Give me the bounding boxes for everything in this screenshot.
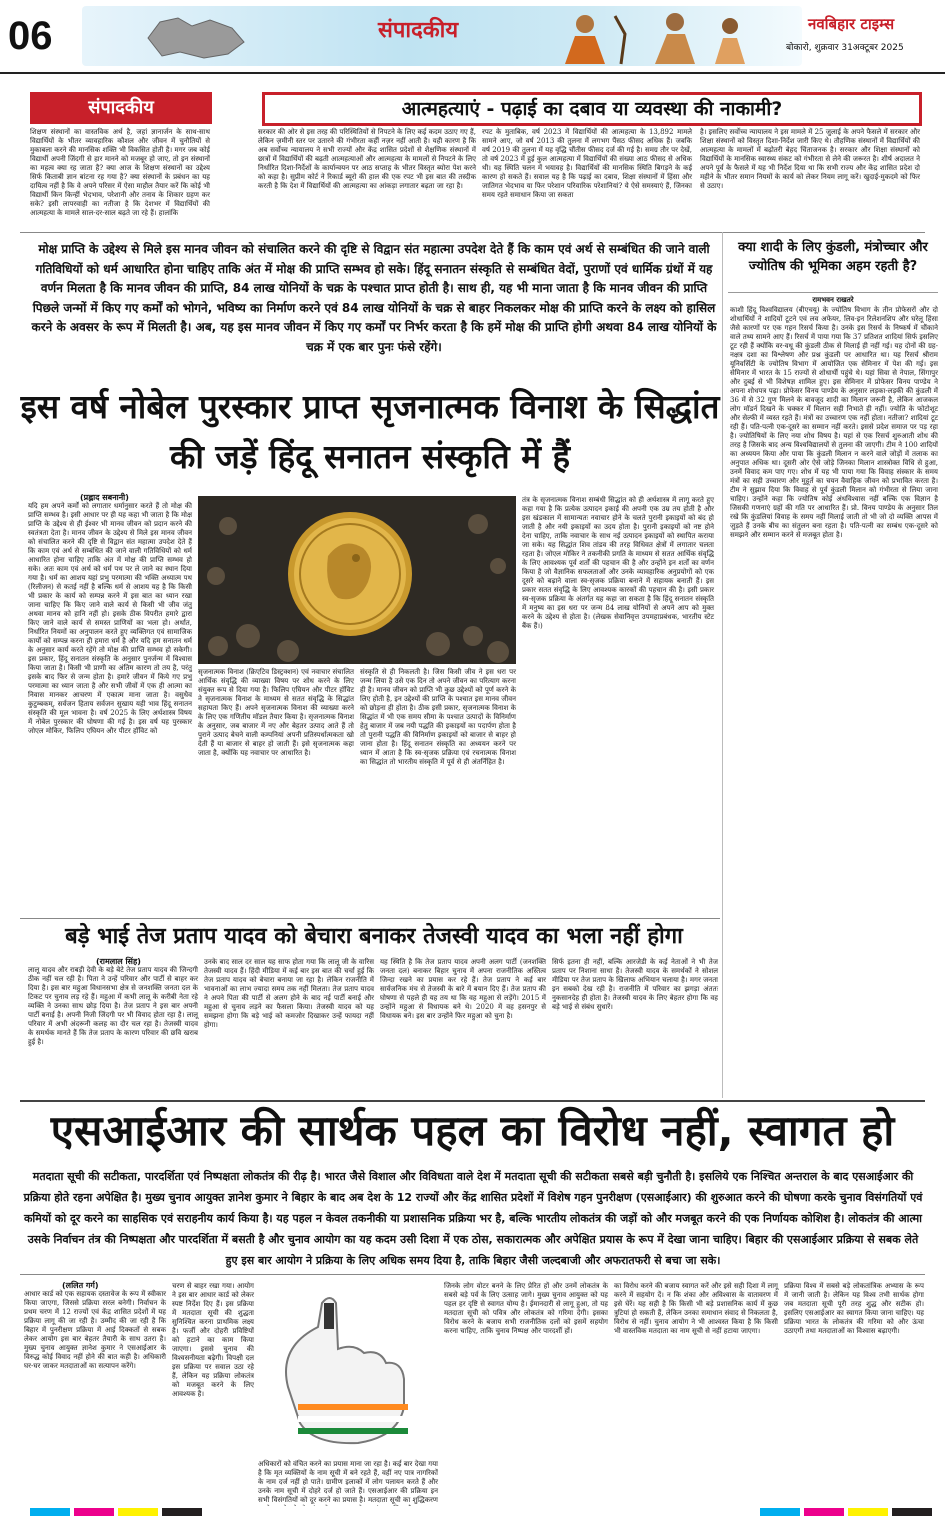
yadav-article-column-4: सिर्फ इतना ही नहीं, बल्कि आरजेडी के कई नेताओं ने भी तेज प्रताप पर निशाना साधा है। तेजस्वी यादव के समर्थकों ने सोशल मीडिया पर तेज प्रताप के खिलाफ अभियान चलाया है। मगर जनता इन सबको देख रही है। राजनीति में परिवार का झगड़ा अंततः नुकसानदेह ही होता है। तेजस्वी यादव के लिए बेहतर होगा कि वह बड़े भाई से संबंध सुधारें। [552, 958, 718, 1011]
yadav-article-column-3: यह स्थिति है कि तेज प्रताप यादव अपनी अलग पार्टी (जनशक्ति जनता दल) बनाकर बिहार चुनाव में अपना राजनीतिक अस्तित्व जिन्दा रखने का प्रयास कर रहे हैं। तेज प्रताप ने कई बार सार्वजनिक मंच से तेजस्वी के बारे में बयान दिए हैं। तेज प्रताप की घोषणा से पहले ही यह तय था कि वह महुआ से लड़ेंगे। 2015 में उन्होंने महुआ से विधायक बने थे। 2020 में वह हसनपुर से विधायक बने। इस बार उन्होंने फिर महुआ को चुना है। [380, 958, 546, 1020]
editorial-tag: संपादकीय [30, 92, 212, 124]
inked-finger-icon [258, 1287, 438, 1457]
nobel-article-column-2: सृजनात्मक विनाश (क्रिएटिव डिस्ट्रक्शन) एवं नवाचार संचालित आर्थिक संवृद्धि की व्याख्या विषय पर शोध करने के लिए संयुक्त रूप से दिया गया है। फिलिप एघियन और पीटर हॉविट ने सृजनात्मक विनाश के माध्यम से सतत संवृद्धि के सिद्धांत सहायता किए हैं। अपने सृजनात्मक विनाश की व्याख्या करने के लिए एक गणितीय मॉडल तैयार किया है। सृजनात्मक विनाश के अनुसार, जब बाजार में नए और बेहतर उत्पाद आते हैं तो पुराने उत्पाद बेचने वाली कम्पनियां अपनी प्रतिस्पर्धात्मकता खो देती हैं या बाजार से बाहर हो जाती हैं। इसे सृजनात्मक कहा जाता है, क्योंकि यह नवाचार पर आधारित है। [198, 668, 354, 757]
editorial-headline: आत्महत्याएं - पढ़ाई का दबाव या व्यवस्था की नाकामी? [262, 92, 922, 126]
section-divider [20, 1100, 925, 1102]
editorial-column-2: सरकार की ओर से इस तरह की परिस्थितियों से निपटने के लिए कई कदम उठाए गए हैं, लेकिन ज़मीनी स्तर पर उतारने की गंभीरता कहीं नज़र नहीं आती है। यही कारण है कि अब सर्वोच्च न्यायालय ने सभी राज्यों और केंद्र शासित प्रदेशों से शैक्षणिक संस्थानों में छात्रों में विद्यार्थियों की बढ़ती आत्महत्याओं और आत्महत्या के मामलों से निपटने के लिए निर्धारित दिशा-निर्देशों के कार्यान्वयन पर आठ सप्ताह के भीतर विस्तृत ब्योरा पेश करने को कहा है। सुप्रीम कोर्ट ने रिकार्ड ब्यूरो की हाल की एक रपट भी इस बात की तस्दीक करती है कि देश में विद्यार्थियों की आत्महत्या का आंकड़ा लगातार बढ़ता जा रहा है। [258, 128, 476, 190]
sir-editorial-standfirst: मतदाता सूची की सटीकता, पारदर्शिता एवं निष्पक्षता लोकतंत्र की रीढ़ है। भारत जैसे विशाल और विविधता वाले देश में मतदाता सूची की सटीकता सबसे बड़ी चुनौती है। इसलिये एक निश्चित अन्तराल के बाद एसआईआर की प्रक्रिया होते रहना अपेक्षित है। मुख्य चुनाव आयुक्त ज्ञानेश कुमार ने बिहार के बाद अब देश के 12 राज्यों और केंद्र शासित प्रदेशों में विशेष गहन पुनरीक्षण (एसआईआर) की शुरुआत करने की घोषणा करके चुनाव विसंगतियों एवं कमियों को दूर करने का साहसिक एवं सराहनीय कार्य किया है। यह पहल न केवल तकनीकी या प्रशासनिक प्रक्रिया भर है, बल्कि भारतीय लोकतंत्र की जड़ों को और मजबूत करने की एक निर्णायक कोशिश है। लोकतंत्र की आत्मा उसके निर्वाचन तंत्र की निष्पक्षता और पारदर्शिता में बसती है और चुनाव आयोग का यह कदम उसी दिशा में एक ठोस, सकारात्मक और अपेक्षित प्रयास के रूप में देखा जाना चाहिए। बिहार की एसआईआर प्रक्रिया से सबक लेते हुए इस बार आयोग ने प्रक्रिया के लिए अधिक समय दिया है, ताकि बिहार जैसी जल्दबाजी और अफरातफरी से बचा जा सके। [23, 1170, 923, 1267]
sir-editorial-column-5: का विरोध करने की बजाय स्वागत करें और इसे सही दिशा में लागू करने में सहयोग दें। न कि शंका और अविश्वास के वातावरण में इसे घेरें। यह सही है कि किसी भी बड़े प्रशासनिक कार्य में कुछ त्रुटियां हो सकती हैं, लेकिन उनका समाधान संवाद से निकलता है, विरोध से नहीं। चुनाव आयोग ने भी आश्वस्त किया है कि किसी भी वास्तविक मतदाता का नाम सूची से नहीं हटाया जाएगा। [614, 1282, 778, 1335]
nobel-article-headline: इस वर्ष नोबेल पुरस्कार प्राप्त सृजनात्मक विनाश के सिद्धांत की जड़ें हिंदू सनातन संस्कृति में हैं [20, 387, 720, 476]
sidebar-divider [728, 292, 938, 293]
yadav-article-byline: (रामलाल सिंह) [96, 957, 141, 966]
sir-editorial-column-4: जिनके लोग वोटर बनने के लिए प्रेरित हों और उनमें लोकतंत्र के सबसे बड़े पर्व के लिए उत्साह जागे। मुख्य चुनाव आयुक्त को यह पहल हर दृष्टि से स्वागत योग्य है। ईमानदारी से लागू हुआ, तो यह मतदाता सूची को पवित्र और लोकतंत्र को गरिमा देगी। इसका विरोध करने के बजाय सभी राजनीतिक दलों को इसमें सहयोग करना चाहिए, ताकि चुनाव निष्पक्ष और पारदर्शी हों। [444, 1282, 608, 1335]
sir-editorial-column-6: प्रक्रिया विश्व में सबसे बड़े लोकतांत्रिक अभ्यास के रूप में जानी जाती है। लेकिन यह विश्व तभी सार्थक होगा जब मतदाता सूची पूरी तरह शुद्ध और सटीक हो। इसलिए एसआईआर का स्वागत किया जाना चाहिए। यह प्रक्रिया भारत के लोकतंत्र की गरिमा को और ऊंचा उठाएगी तथा मतदाताओं का विश्वास बढ़ाएगी। [784, 1282, 924, 1335]
pull-quote: मोक्ष प्राप्ति के उद्देश्य से मिले इस मानव जीवन को संचालित करने की दृष्टि से विद्वान संत महात्मा उपदेश देते हैं कि काम एवं अर्थ से सम्बंधित की जाने वाली गतिविधियों को धर्म आधारित होना चाहिए ताकि अंत में मोक्ष की प्राप्ति सम्भव हो सके। हिंदू सनातन संस्कृति से सम्बंधित वेदों, पुराणों एवं धार्मिक ग्रंथों में यह वर्णन मिलता है कि मानव जीवन की प्राप्ति, 84 लाख योनियों के चक्र के पश्चात प्राप्त होती है। साथ ही, यह भी माना जाता है कि मानव जीवन की प्राप्ति पिछले जन्मों में किए गए कर्मों को भोगने, भविष्य का निर्माण करने एवं 84 लाख योनियों के चक्र से बाहर निकलकर मोक्ष की प्राप्ति करने के लक्ष्य को हासिल करने के अवसर के रूप में मिलती है। अब, यह इस मानव जीवन में किए गए कर्मों पर निर्भर करता है कि हमें मोक्ष की प्राप्ति होगी अथवा 84 लाख योनियों के चक्र में एक बार पुनः फंसे रहेंगे। [31, 242, 717, 354]
nobel-article-column-1: यदि हम अपने कर्मों को लगातार धर्मानुसार करते हैं तो मोक्ष की प्राप्ति सम्भव है। इसी आधार पर ही यह कहा भी जाता है कि मोक्ष प्राप्ति के उद्देश्य से ही ईश्वर भी मानव जीवन को प्रदान करने की स्वतंत्रता देता है। मानव जीवन के उद्देश्य से मिले इस मानव जीवन को संचालित करने की दृष्टि से विद्वान संत महात्मा उपदेश देते हैं कि काम एवं अर्थ से सम्बंधित की जाने वाली गतिविधियों को धर्म आधारित होना चाहिए ताकि अंत में मोक्ष की प्राप्ति सम्भव हो सके। अतः काम एवं अर्थ को धर्म पथ पर ले जाने का स्थान दिया गया है। धर्म का आशय यहां प्रभु परमात्मा की भक्ति अध्यात्म पथ (रिलीजन) से कतई नहीं है बल्कि धर्म से आशय यह है कि किसी भी प्रकार के कार्य को सम्पन्न करने में इस बात का ध्यान रखा जाना चाहिए कि किए जाने वाले कार्य से किसी भी जीव जंतु अथवा मानव को हानि नहीं हो। इसके ठीक विपरीत हमारे द्वारा किए जाने वाले कार्य से समस्त प्राणियों का भला हो। अर्थात, निर्धारित नियमों का अनुपालन करते हुए व्यक्तिगत एवं सामाजिक कार्यों को सम्पन्न करना ही हमारा धर्म है और यदि हम सनातन धर्म के अनुसार कार्य करते रहेंगे तो मोक्ष की प्राप्ति सम्भव हो सकेगी। इस प्रकार, हिंदू सनातन संस्कृति के अनुसार पुनर्जन्म में विश्वास किया जाता है। किसी भी प्राणी का अंतिम कारण तो तय है, परंतु इसके बाद फिर से जन्म होता है। हमारे जीवन में किये गए प्रभु परमात्मा का ध्यान जाता है और सभी जीवों में एक ही आत्मा का निवास मानकर आचरण में एकात्म माना जाता है। वसुधैव कुटुम्बकम्, सर्वजन हिताय सर्वजन सुखाय यही भाव हिंदू सनातन संस्कृति की मूल भावना है। वर्ष 2025 के लिए अर्थशास्त्र विषय में नोबेल पुरस्कार की घोषणा की गई है। इस वर्ष यह पुरस्कार जोएल मोकिर, फिलिप एघियन और पीटर हॉविट को [28, 502, 192, 735]
nobel-article-column-4: तंत्र के सृजनात्मक विनाश सम्बंधी सिद्धांत को ही अर्थशास्त्र में लागू करते हुए कहा गया है कि प्रत्येक उत्पादन इकाई की अपनी एक उम्र तय होती है और इस खंडकाल में सामान्यतः नवाचार होने के चलते पुरानी इकाइयों को बंद हो जाती है और नयी इकाइयों का उदय होता है। पुरानी इकाइयों को नष्ट होने देना चाहिए, ताकि नवाचार के साथ नई उत्पादन इकाइयों को स्थापित कराया जा सके। यह सिद्धांत शिव तांडव की तरह विधिवत क्षेत्रों में लगातार चलता रहता है। जोएल मोकिर ने तकनीकी प्रगति के माध्यम से सतत आर्थिक संवृद्धि के लिए आवश्यक पूर्व शर्तों की पहचान की है और उन्होंने इन शर्तों का वर्णन किया है जो वैज्ञानिक सफलताओं और उनके व्यावहारिक अनुप्रयोगों को एक दूसरे को बढ़ाने वाला स्व-सृजक प्रक्रिया बनाने में सहायक बनाती हैं। इस प्रकार सतत संवृद्धि के लिए आवश्यक कारकों की पहचान की है। इसी प्रकार स्व-सृजक प्रक्रिया के अंतर्गत यह कहा जा सकता है कि हिंदू सनातन संस्कृति में मनुष्य का इस धरा पर जन्म 84 लाख योनियों से अपने आप को मुक्त करने के उद्देश्य से होता है। (लेखक सेवानिवृत्त उपमहाप्रबंधक, भारतीय स्टेट बैंक हैं।) [522, 496, 714, 630]
sir-editorial-headline: एसआईआर की सार्थक पहल का विरोध नहीं, स्वागत हो [50, 1106, 895, 1155]
map-graphic [140, 8, 250, 64]
masthead [0, 0, 945, 78]
yadav-article-column-2: उनके बाद साल दर साल यह साफ होता गया कि लालू जी के वारिस तेजस्वी यादव हैं। हिंदी मीडिया में कई बार इस बात की चर्चा हुई कि तेज प्रताप यादव को बेचारा बनाया जा रहा है। लेकिन राजनीति में भावनाओं का लाभ ज्यादा समय तक नहीं मिलता। तेज प्रताप यादव ने अपने पिता की पार्टी से अलग होने के बाद नई पार्टी बनाई और महुआ से चुनाव लड़ने का फैसला किया। तेजस्वी यादव को यह समझना होगा कि बड़े भाई को कमजोर दिखाकर उन्हें फायदा नहीं होगा। [204, 958, 374, 1029]
page-number: 06 [8, 14, 53, 58]
sir-editorial-column-1: आधार कार्ड को एक सहायक दस्तावेज के रूप में स्वीकार किया जाएगा, जिससे प्रक्रिया सरल बनेगी। निर्वाचन के प्रथम चरण में 12 राज्यों एवं केंद्र शासित प्रदेशों में यह प्रक्रिया लागू की जा रही है। उम्मीद की जा रही है कि बिहार में पुनरीक्षण प्रक्रिया में आई दिक्कतों से सबक लेकर आयोग इस बार बेहतर तैयारी के साथ उतरा है। मुख्य चुनाव आयुक्त ज्ञानेश कुमार ने एसआईआर के विरुद्ध कोई विवाद नहीं होने की बात कही है। अधिकारी घर-घर जाकर मतदाताओं का सत्यापन करेंगे। [24, 1290, 167, 1370]
sidebar-body: काशी हिंदू विश्वविद्यालय (बीएचयू) के ज्योतिष विभाग के तीन प्रोफेसरों और दो शोधार्थियों ने शादियों टूटने एवं लव अफेयर, लिव-इन रिलेशनशिप और घरेलू हिंसा जैसे कारणों पर एक गहन रिसर्च किया है। उनके इस रिसर्च के निष्कर्ष में चौंकाने वाले तथ्य सामने आए हैं। रिसर्च में पाया गया कि 37 प्रतिशत शादियां सिर्फ इसलिए टूट रही हैं क्योंकि वर-वधू की कुंडली ठीक से मिलाई ही नहीं गई। यह दोनों की ग्रह-नक्षत्र दशा का विश्लेषण और प्रश्न कुंडली पर आधारित था। यह रिसर्च श्रीराम यूनिवर्सिटी के ज्योतिष विभाग में आयोजित एक सेमिनार में पेश की गई। इस सेमिनार में भारत के 15 राज्यों से शोधार्थी पहुंचे थे। यहां सिवा से नेपाल, सिंगापुर और दुबई से भी विशेषज्ञ शामिल हुए। इस सेमिनार में प्रोफेसर विनय पाण्डेय ने अपना शोधपत्र पढ़ा। प्रोफेसर विनय पाण्डेय के अनुसार लड़का-लड़की की कुंडली में 36 में से 32 गुण मिलने के बावजूद शादी का मिलान जरूरी है, लेकिन आजकल लोग मॉडर्न दिखने के चक्कर में मिलान सही निभाते ही नहीं। ज्योति के फोटोशूट और सेल्फी में व्यस्त रहते हैं। मंत्रों का उच्चारण एक नहीं होता। नतीजा? शादियां टूट रही हैं। पति-पत्नी एक-दूसरे का सम्मान नहीं करते। इससे प्रदेश समाज पर पड़ रहा है। ज्योतिषियों के लिए नया शोध विषय है। यहां से एक रिसर्च शुरुआती शोध की तरह है जिसके बाद अन्य विश्वविद्यालयों से तुलना की जाएगी। टीम ने 100 शादियों का अध्ययन किया और पाया कि कुंडली मिलान न करने वाले जोड़ों में तलाक का अनुपात अधिक था। दूसरी ओर ऐसे जोड़े जिनका मिलान शास्त्रोक्त विधि से हुआ, उनमें विवाद कम पाए गए। शोध में यह भी पाया गया कि विवाह संस्कार के समय मंत्रों का सही उच्चारण और मुहूर्त का चयन वैवाहिक जीवन को प्रभावित करता है। टीम ने सुझाव दिया कि विवाह से पूर्व कुंडली मिलान को गंभीरता से लिया जाना चाहिए। उन्होंने कहा कि ज्योतिष कोई अंधविश्वास नहीं बल्कि एक विज्ञान है जिसकी गणनाएं ग्रहों की गति पर आधारित हैं। प्रो. विनय पाण्डेय के अनुसार तिल रखे कि कुंडलियां विवाह के समय नहीं मिलाई जाती तो भी जो दो व्यक्ति आपस में जुड़ते हैं उनके बीच का संतुलन बना रहता है। पति-पत्नी का सम्बंध एक-दूसरे को समझने और सम्मान करने से मजबूत होता है। [730, 306, 938, 539]
voting-finger-illustration [258, 1287, 438, 1457]
medal-illustration [198, 496, 516, 664]
sir-editorial-column-3: अधिकारों को वंचित करने का प्रयास माना जा रहा है। कई बार देखा गया है कि मृत व्यक्तियों के नाम सूची में बने रहते हैं, वहीं नए पात्र नागरिकों के नाम दर्ज नहीं हो पाते। ग्रामीण इलाकों में लोग पलायन करते हैं और उनके नाम सूची में दोहरे दर्ज हो जाते हैं। एसआईआर की प्रक्रिया इन सभी विसंगतियों को दूर करने का प्रयास है। मतदाता सूची का शुद्धिकरण [258, 1460, 438, 1504]
editorial-column-1: शिक्षण संस्थानों का वास्तविक अर्थ है, जहां ज्ञानार्जन के साथ-साथ विद्यार्थियों के भीतर व्यावहारिक कौशल और जीवन में चुनौतियों से मुकाबला करने की मानसिक शक्ति भी विकसित होती है। मगर जब कोई विद्यार्थी अपनी जिंदगी से हार मानने को मजबूर हो जाए, तो इन संस्थानों का महत्व क्या रह जाता है? क्या आज के शिक्षण संस्थानों का उद्देश्य सिर्फ किताबी ज्ञान बांटना रह गया है? क्या संस्थानों के प्रबंधन का यह दायित्व नहीं है कि वे अपने परिसर में ऐसा माहौल तैयार करें कि कोई भी विद्यार्थी किन किन्हीं भेदभाव, परेशानी और तनाव के शिकार ग्रहण कर सके? इसी लापरवाही का नतीजा है कि देशभर में विद्यार्थियों की आत्महत्या के मामले साल-दर-साल बढ़ते जा रहे हैं। हालांकि [30, 128, 210, 217]
column-divider [722, 232, 723, 1098]
date-line: बोकारो, शुक्रवार 31अक्टूबर 2025 [786, 43, 904, 53]
masthead-divider [0, 72, 945, 74]
section-divider [20, 232, 925, 233]
section-divider [20, 918, 720, 919]
sir-editorial-column-2: चरण से बाहर रखा गया। आयोग ने इस बार आधार कार्ड को लेकर स्पष्ट निर्देश दिए हैं। इस प्रक्रिया में मतदाता सूची की शुद्धता सुनिश्चित करना प्राथमिक लक्ष्य है। फर्जी और दोहरी प्रविष्टियों को हटाने का काम किया जाएगा। इससे चुनाव की विश्वसनीयता बढ़ेगी। विपक्षी दल इस प्रक्रिया पर सवाल उठा रहे हैं, लेकिन यह प्रक्रिया लोकतंत्र को मजबूत करने के लिए आवश्यक है। [172, 1282, 254, 1398]
editorial-column-4: है। इसलिए सर्वोच्च न्यायालय ने इस मामले में 25 जुलाई के अपने फैसले में सरकार और शिक्षा संस्थानों को विस्तृत दिशा-निर्देश जारी किए थे। तौहणिक संस्थानों में विद्यार्थियों की आत्महत्या के मामलों में बढ़ोतरी बेहद चिंताजनक है। सरकार और शिक्षा संस्थानों को विद्यार्थियों के मानसिक स्वास्थ्य संकट को गंभीरता से लेने की जरूरत है। शीर्ष अदालत ने अपने पूर्व के फैसले में यह भी निर्देश दिया था कि सभी राज्य और केंद्र शासित प्रदेश दो महीने के भीतर समान नियमों के कार्य को लेकर नियम लागू करें। खुदाई-मुकदमे को फिर से उठाए। [700, 128, 920, 190]
sidebar-byline: रामभवन राखतरे [812, 296, 854, 304]
nobel-article-column-3: संस्कृति से ही निकलती है। जिस किसी जीव ने इस धरा पर जन्म लिया है उसे एक दिन तो अपने जीवन का परित्याग करना ही है। मानव जीवन को प्राप्ति भी कुछ उद्देश्यों को पूर्ण करने के लिए होती है, इन उद्देश्यों की प्राप्ति के पश्चात इस मानव जीवन को छोड़ना ही होता है। ठीक इसी प्रकार, सृजनात्मक विनाश के सिद्धांत में भी एक समय सीमा के पश्चात उत्पादों के विनिर्माण हेतु बाजार में जब नयी पद्धति की इकाइयों का पदार्पण होता है तो पुरानी पद्धति की विनिर्माण इकाइयों को बाजार से बाहर हो जाना होता है। हिंदू सनातन संस्कृति का अध्ययन करने पर ध्यान में आता है कि स्व-सृजक प्रक्रिया एवं रचनात्मक विनाश का सिद्धांत तो भारतीय संस्कृति में पूर्व से ही अंतर्निहित है। [360, 668, 516, 766]
newspaper-name: नवबिहार टाइम्स [808, 15, 895, 33]
section-title: संपादकीय [378, 18, 459, 43]
sidebar-headline: क्या शादी के लिए कुंडली, मंत्रोच्चार और ज्योतिष की भूमिका अहम रहती है? [738, 240, 928, 274]
editorial-column-3: रपट के मुताबिक, वर्ष 2023 में विद्यार्थियों की आत्महत्या के 13,892 मामले सामने आए, जो वर्ष 2013 की तुलना में लगभग पैंसठ फीसद अधिक हैं। जबकि वर्ष 2019 की तुलना में यह वृद्धि चौंतीस फीसद दर्ज की गई है। समग्र तौर पर देखें, तो वर्ष 2023 में हुई कुल आत्महत्या में विद्यार्थियों की संख्या आठ फीसद से अधिक थी। यह स्थिति चलन में भयावह है। विद्यार्थियों की मानसिक स्थिति बिगड़ने के कई कारण हो सकते हैं। सवाल यह है कि पढ़ाई का दबाव, शिक्षा संस्थानों में हिंसा और जातिगत भेदभाव या फिर परेशान परिवारिक परेशानियां? ये ऐसे समस्याएं हैं, जिनका समय रहते समाधान किया जा सकता [482, 128, 692, 199]
print-color-bar [0, 1506, 945, 1518]
cultural-figures-illustration [545, 6, 755, 66]
nobel-medal-photo [198, 496, 516, 664]
nobel-article-byline: (प्रह्लाद सबनानी) [80, 493, 129, 502]
yadav-article-headline: बड़े भाई तेज प्रताप यादव को बेचारा बनाकर तेजस्वी यादव का भला नहीं होगा [65, 924, 683, 949]
sir-editorial-byline: (ललित गर्ग) [62, 1281, 99, 1290]
section-divider [20, 1274, 925, 1275]
yadav-article-column-1: लालू यादव और राबड़ी देवी के बड़े बेटे तेज प्रताप यादव की जिन्दगी ठीक नहीं चल रही है। पिता ने उन्हें परिवार और पार्टी से बाहर कर दिया है। इस बार महुआ विधानसभा क्षेत्र से जनशक्ति जनता दल के टिकट पर चुनाव लड़ रहे हैं। महुआ में कभी लालू के करीबी नेता रहे व्यक्ति ने उनका साथ छोड़ दिया है। तेज प्रताप ने इस बार अपनी पार्टी बनाई है। अपनी निजी जिंदगी पर भी विवाद होता रहा है। लालू परिवार में अभी अंदरूनी कलह का दौर चल रहा है। तेजस्वी यादव के समर्थक मानते हैं कि तेज प्रताप के कारण परिवार की छवि खराब हुई है। [28, 966, 198, 1046]
